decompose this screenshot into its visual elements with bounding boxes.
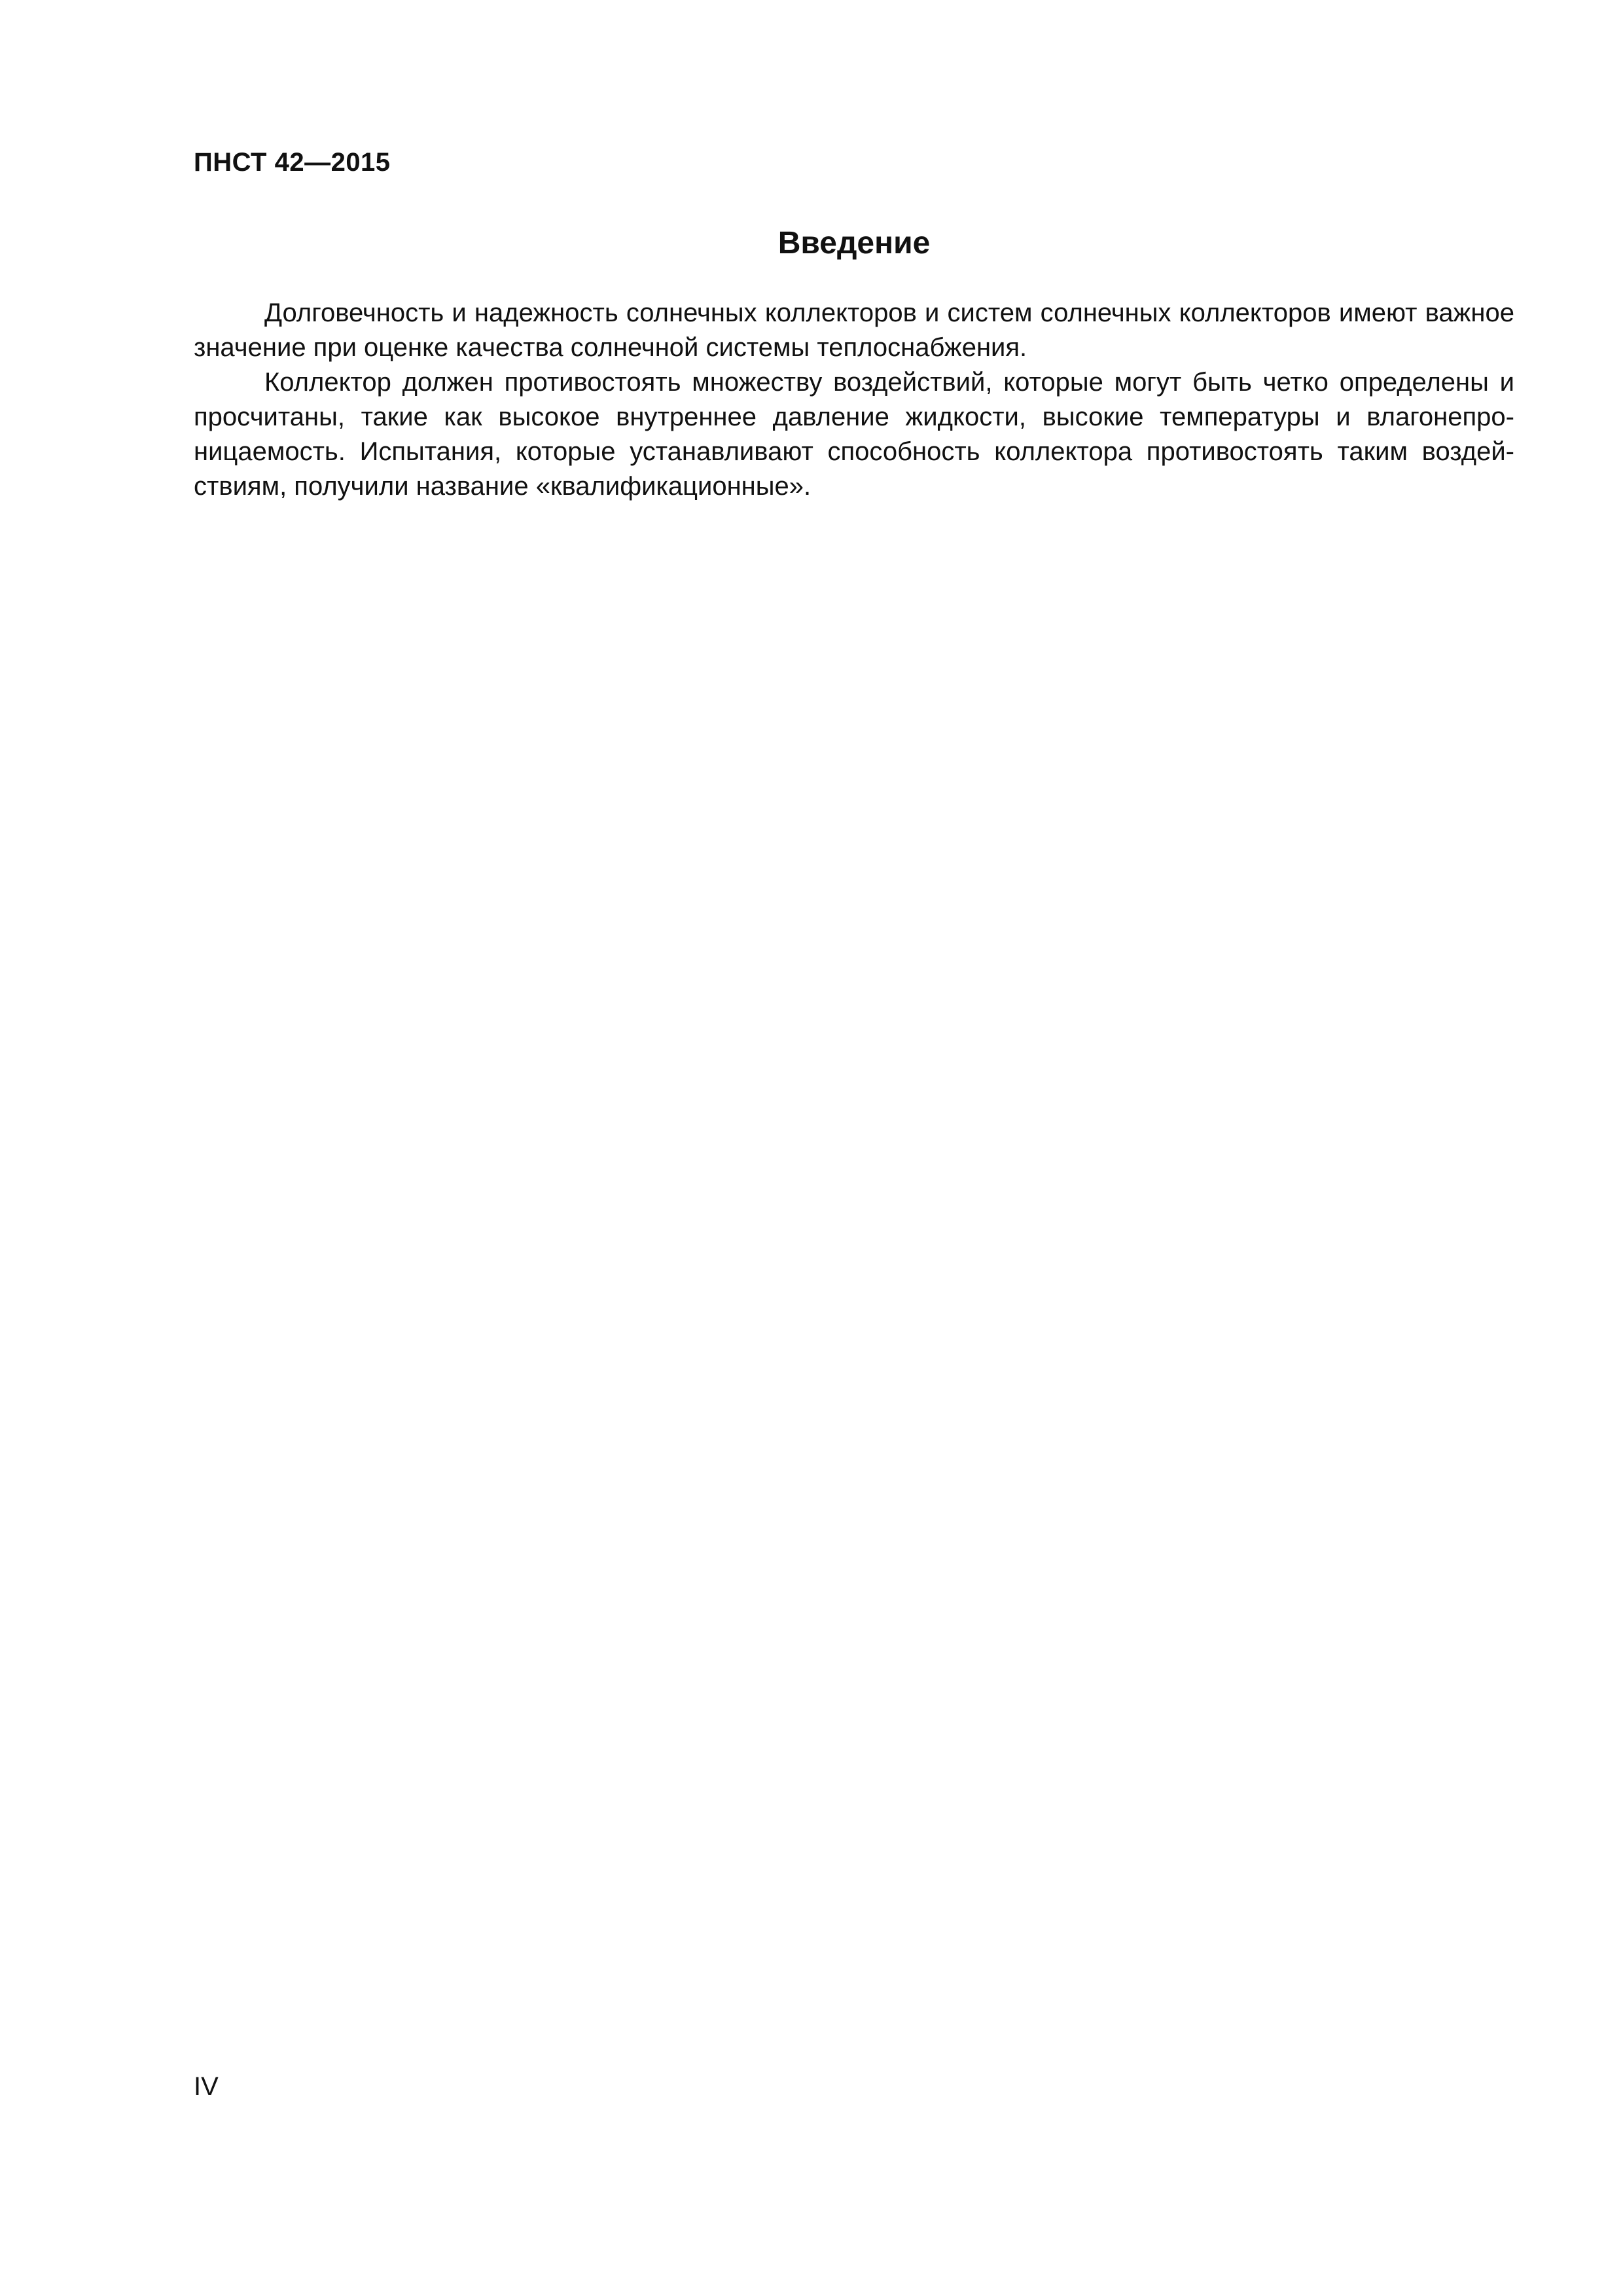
section-title: Введение bbox=[777, 226, 931, 260]
document-code: ПНСТ 42—2015 bbox=[194, 148, 391, 177]
section-body bbox=[194, 296, 1514, 504]
paragraph: Коллектор должен противостоять множеству воздействий, которые могут быть четко определены и просчитаны, такие как высокое внутреннее давление жидкости, высокие температуры и влагонепроницаемость. Испытания, которые устанавливают способность коллектора противостоять таким воздействиям, получили название «квалификационные». bbox=[194, 368, 1514, 501]
page-number: IV bbox=[194, 2072, 219, 2101]
paragraph: Долговечность и надежность солнечных коллекторов и систем солнечных коллекторов имеют важное значение при оценке качества солнечной системы теплоснабжения. bbox=[194, 298, 1514, 362]
